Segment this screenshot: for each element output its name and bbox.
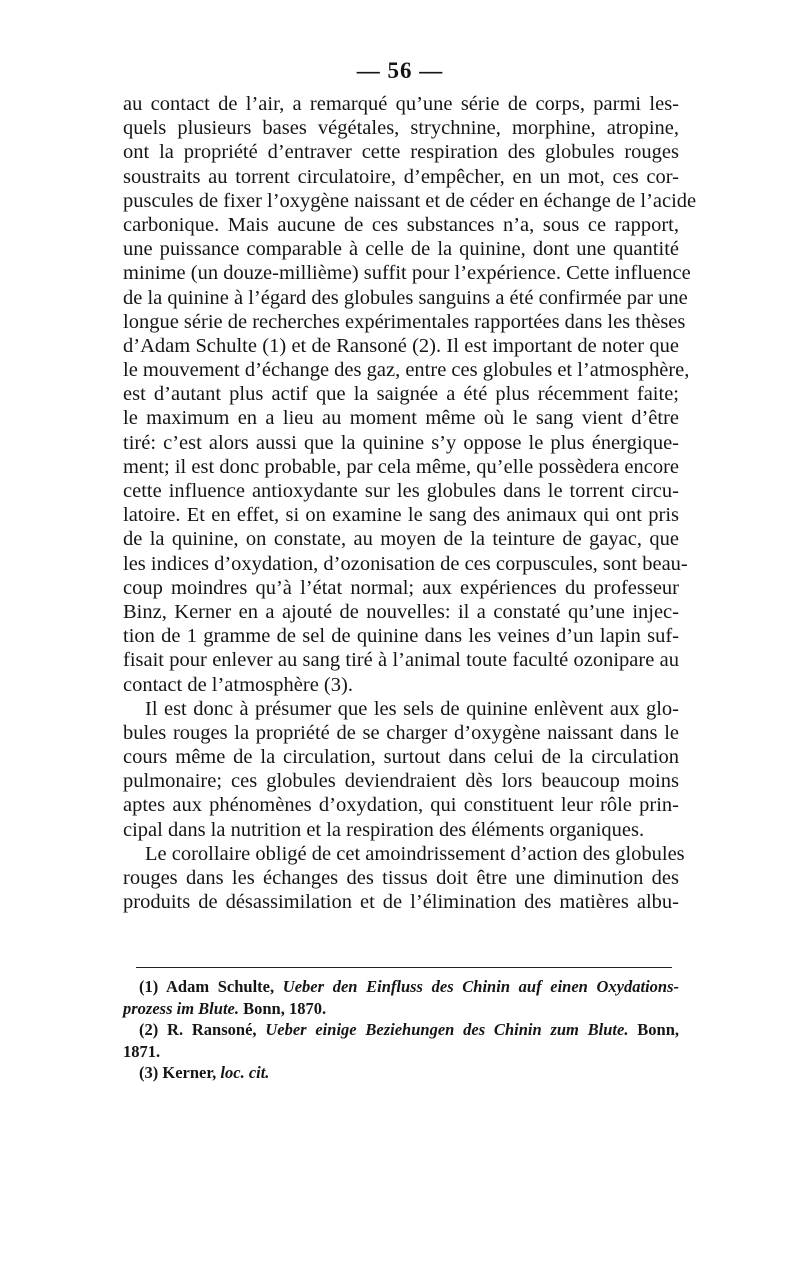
text-line: de la quinine à l’égard des globules sanguins a été confirmée par une [123, 286, 688, 309]
text-line: aptes aux phénomènes d’oxydation, qui constituent leur rôle prin- [123, 794, 679, 817]
text-line: est d’autant plus actif que la saignée a été plus récemment faite; [123, 383, 679, 406]
text-line: coup moindres qu’à l’état normal; aux expériences du professeur [123, 576, 679, 599]
footnotes [123, 976, 679, 1084]
text-line: les indices d’oxydation, d’ozonisation de ces corpuscules, sont beau- [123, 552, 688, 575]
text-line-paragraph-end: cipal dans la nutrition et la respiration des éléments organiques. [123, 818, 645, 841]
text-line: Binz, Kerner en a ajouté de nouvelles: il a constaté qu’une injec- [123, 600, 679, 623]
text-line: le mouvement d’échange des gaz, entre ces globules et l’atmosphère, [123, 359, 690, 382]
text-line: tion de 1 gramme de sel de quinine dans les veines d’un lapin suf- [123, 625, 679, 648]
text-line: le maximum en a lieu au moment même où le sang vient d’être [123, 407, 679, 430]
footnote-2-title: Ueber einige Beziehungen des Chinin zum Blute. [265, 1020, 629, 1039]
footnote-3: (3) Kerner, loc. cit. [139, 1063, 270, 1082]
text-line: soustraits au torrent circulatoire, d’empêcher, en un mot, ces cor- [123, 165, 679, 188]
text-line: puscules de fixer l’oxygène naissant et de céder en échange de l’acide [123, 189, 697, 212]
footnote-1: (1) Adam Schulte, Ueber den Einfluss des Chinin auf einen Oxydations- [139, 977, 679, 996]
text-line: pulmonaire; ces globules deviendraient dès lors beaucoup moins [123, 770, 679, 793]
page-number: — 56 — [356, 58, 444, 83]
text-line: une puissance comparable à celle de la quinine, dont une quantité [123, 238, 679, 261]
footnote-1-continued: prozess im Blute. Bonn, 1870. [123, 998, 327, 1018]
text-line: tiré: c’est alors aussi que la quinine s’y oppose le plus énergique- [123, 431, 679, 454]
footnote-1-title: Ueber den Einfluss des Chinin auf einen Oxydations- [282, 977, 679, 996]
text-line: ment; il est donc probable, par cela même, qu’elle possèdera encore [123, 455, 679, 478]
text-line-paragraph-start: Le corollaire obligé de cet amoindrissement d’action des globules [145, 842, 685, 865]
text-line: longue série de recherches expérimentales rapportées dans les thèses [123, 310, 686, 333]
text-line-paragraph-start: Il est donc à présumer que les sels de quinine enlèvent aux glo- [145, 697, 679, 720]
text-line: de la quinine, on constate, au moyen de la teinture de gayac, que [123, 528, 679, 551]
text-line: bules rouges la propriété de se charger d’oxygène naissant dans le [123, 721, 679, 744]
text-line: latoire. Et en effet, si on examine le sang des animaux qui ont pris [123, 504, 679, 527]
text-line: fisait pour enlever au sang tiré à l’animal toute faculté ozonipare au [123, 649, 679, 672]
footnote-1-title-end: prozess im Blute. [123, 998, 239, 1018]
text-line: carbonique. Mais aucune de ces substances n’a, sous ce rapport, [123, 213, 679, 236]
text-line: cours même de la circulation, surtout dans celui de la circulation [123, 746, 679, 769]
text-line: rouges dans les échanges des tissus doit être une diminution des [123, 867, 679, 889]
text-line: ont la propriété d’entraver cette respiration des globules rouges [123, 141, 679, 164]
footnote-2-continued: 1871. [123, 1041, 161, 1061]
text-line: minime (un douze-millième) suffit pour l’expérience. Cette influence [123, 262, 691, 285]
text-line-paragraph-end: contact de l’atmosphère (3). [123, 673, 353, 696]
text-line: quels plusieurs bases végétales, strychnine, morphine, atropine, [123, 117, 679, 140]
body-text [123, 92, 697, 914]
footnote-divider [136, 967, 672, 968]
text-line: cette influence antioxydante sur les globules dans le torrent circu- [123, 480, 679, 502]
text-line: produits de désassimilation et de l’élimination des matières albu- [123, 891, 679, 914]
footnote-3-title: loc. cit. [220, 1063, 270, 1082]
footnote-2: (2) R. Ransoné, Ueber einige Beziehungen des Chinin zum Blute. Bonn, [139, 1020, 680, 1039]
text-line: d’Adam Schulte (1) et de Ransoné (2). Il est important de noter que [123, 334, 679, 357]
text-line: au contact de l’air, a remarqué qu’une série de corps, parmi les- [123, 93, 679, 115]
